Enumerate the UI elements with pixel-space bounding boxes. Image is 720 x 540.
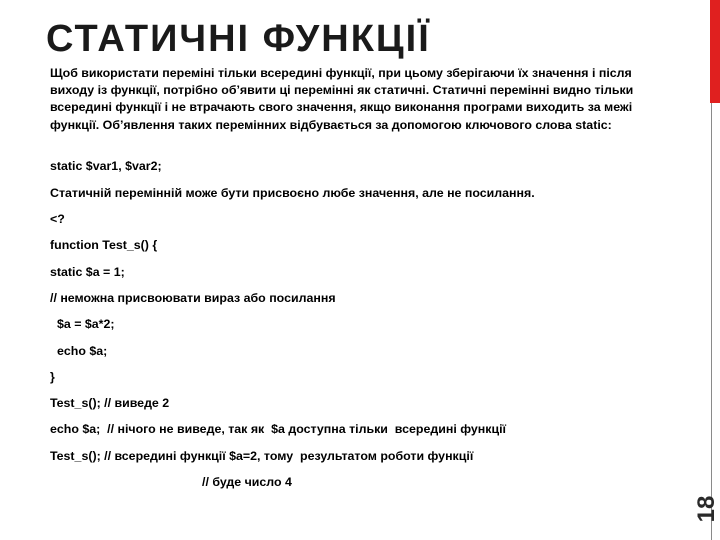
intro-paragraph: Щоб використати переміні тільки всередині функції, при цьому зберігаючи їх значення і після виходу із функції, потрібно об’явити ці перемінні як статичні. Статичні перемінні видно тільки всередині функції і не втрачають свого значення, якщо виконання програми виходить за межі функції. Об’явлення таких перемінних відбувається за допомогою ключового слова static:	[50, 66, 634, 132]
code-line: echo $a; // нічого не виведе, так як $a доступна тільки всередині функції	[50, 422, 506, 436]
text-line: Статичній перемінній може бути присвоєно любе значення, але не посилання.	[50, 186, 535, 200]
page-number: 18	[693, 495, 720, 523]
side-divider	[711, 103, 712, 540]
code-line: <?	[50, 212, 65, 226]
code-line: Test_s(); // виведе 2	[50, 396, 170, 410]
code-line: static $a = 1;	[50, 265, 125, 279]
code-line: echo $a;	[57, 344, 108, 358]
code-comment-line: // буде число 4	[202, 475, 292, 489]
code-line: }	[50, 370, 55, 384]
code-comment-line: // неможна присвоювати вираз або посилання	[50, 291, 336, 305]
code-line: $a = $a*2;	[57, 317, 115, 331]
accent-bar	[710, 0, 720, 103]
slide-title: СТАТИЧНІ ФУНКЦІЇ	[46, 18, 431, 60]
code-line: Test_s(); // всередині функції $a=2, тому результатом роботи функції	[50, 449, 474, 463]
code-line: static $var1, $var2;	[50, 159, 162, 173]
code-line: function Test_s() {	[50, 238, 158, 252]
